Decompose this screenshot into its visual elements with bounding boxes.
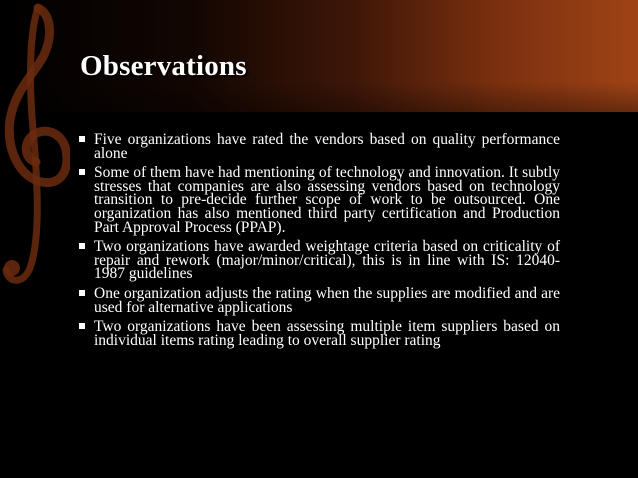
slide-title: Observations [80,50,247,82]
bullet-text: Two organizations have awarded weightage criteria based on criticality of repair and rework (major/minor/critical), this is in line with IS: 12040-1987 guidelines [94,238,560,283]
bullet-item [78,166,560,234]
bullet-text: Two organizations have been assessing multiple item suppliers based on individual items rating leading to overall supplier rating [94,318,560,349]
bullet-text: Some of them have had mentioning of technology and innovation. It subtly stresses that companies are also assessing vendors based on technology transition to pre-decide further scope of work to be outsourced. One organization has also mentioned third party certification and Production Part Approval Process (PPAP). [94,164,560,236]
square-bullet-icon [79,290,85,296]
bullet-item [78,320,560,347]
square-bullet-icon [79,169,85,175]
square-bullet-icon [79,323,85,329]
treble-clef-icon [0,0,70,300]
bullet-item [78,240,560,281]
bullet-list [78,133,560,353]
bullet-text: One organization adjusts the rating when the supplies are modified and are used for alternative applications [94,284,560,316]
bullet-item [78,284,560,316]
bullet-text: Five organizations have rated the vendors based on quality performance alone [94,131,560,162]
bullet-item [78,133,560,160]
square-bullet-icon [79,243,85,249]
square-bullet-icon [79,136,85,142]
